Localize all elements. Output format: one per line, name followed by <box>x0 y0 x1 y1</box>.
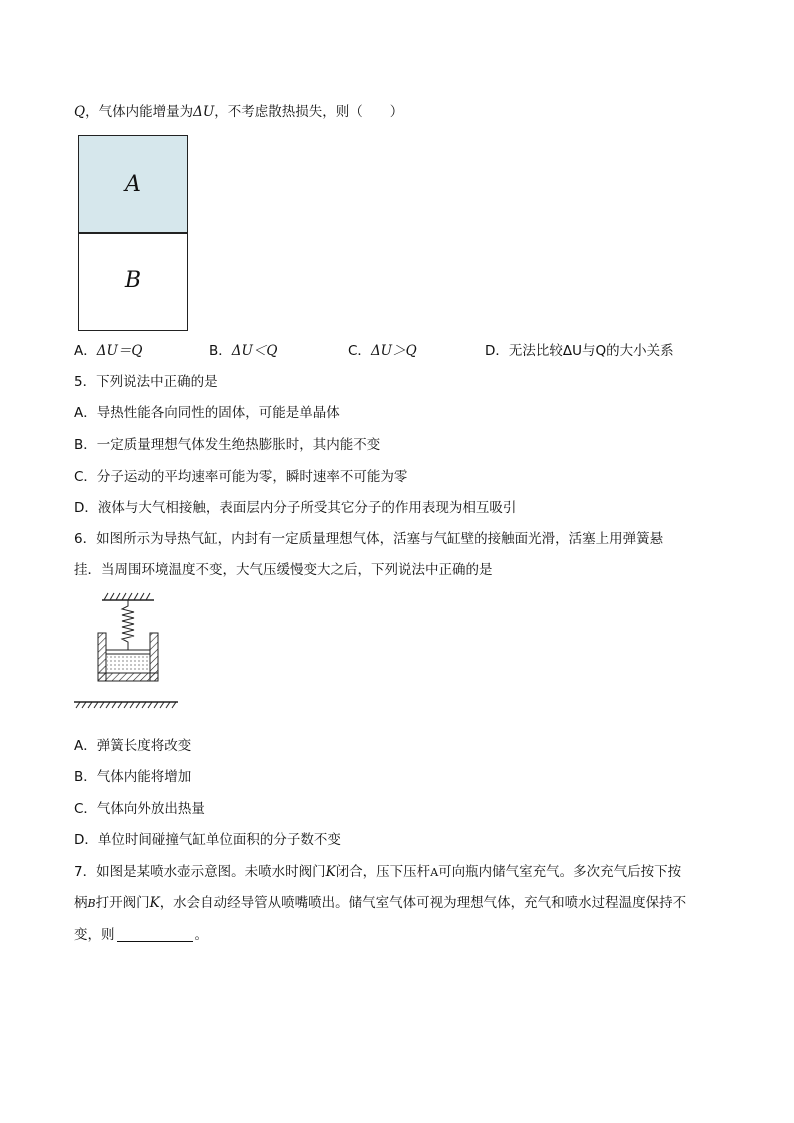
q4-stem <box>74 102 403 122</box>
q7-var-b: B <box>87 897 96 910</box>
q4-option-a[interactable]: A．ΔU＝Q <box>74 343 143 359</box>
spring <box>122 600 134 650</box>
q4-box-b-label: B <box>124 268 142 293</box>
q6-stem-line1: 6．如图所示为导热气缸，内封有一定质量理想气体，活塞与气缸壁的接触面光滑，活塞上用弹簧悬 <box>74 531 664 547</box>
q4-stem-mid: ，气体内能增量为 <box>85 104 194 120</box>
q6-option-c[interactable]: C．气体向外放出热量 <box>74 801 205 817</box>
q7-var-a: A <box>430 866 439 879</box>
q6-option-d[interactable]: D．单位时间碰撞气缸单位面积的分子数不变 <box>74 832 341 848</box>
q4-option-b[interactable]: B．ΔU＜Q <box>209 343 278 359</box>
q7-stem-line3: 变，则 。 <box>74 927 208 943</box>
q4-var-du: ΔU <box>193 104 215 120</box>
q4-option-c[interactable]: C．ΔU＞Q <box>348 343 417 359</box>
q4-box-b <box>78 233 188 331</box>
q6-stem-line2: 挂．当周围环境温度不变，大气压缓慢变大之后，下列说法中正确的是 <box>74 562 493 578</box>
q5-option-c[interactable]: C．分子运动的平均速率可能为零，瞬时速率不可能为零 <box>74 469 408 485</box>
q7-stem-line2: 柄B打开阀门K，水会自动经导管从喷嘴喷出。储气室气体可视为理想气体，充气和喷水过程温度保持不 <box>74 895 687 911</box>
q5-option-d[interactable]: D．液体与大气相接触，表面层内分子所受其它分子的作用表现为相互吸引 <box>74 500 517 516</box>
q7-stem-line1: 7．如图是某喷水壶示意图。未喷水时阀门K闭合，压下压杆A可向瓶内储气室充气。多次充气后按下按 <box>74 864 682 880</box>
q6-option-a[interactable]: A．弹簧长度将改变 <box>74 738 192 754</box>
q6-option-b[interactable]: B．气体内能将增加 <box>74 769 192 785</box>
q6-cylinder-figure <box>70 588 185 713</box>
cylinder <box>98 633 158 681</box>
q7-var-k2: K <box>149 895 160 911</box>
q5-option-a[interactable]: A．导热性能各向同性的固体，可能是单晶体 <box>74 405 340 421</box>
ceiling-support <box>102 593 154 600</box>
q5-option-b[interactable]: B．一定质量理想气体发生绝热膨胀时，其内能不变 <box>74 437 381 453</box>
q4-var-q: Q <box>74 104 86 120</box>
q4-box-a <box>78 135 188 233</box>
q7-answer-blank[interactable] <box>117 927 193 942</box>
q7-var-k: K <box>325 864 336 880</box>
q4-stem-suffix: ，不考虑散热损失，则（ ） <box>214 104 404 120</box>
q5-stem: 5．下列说法中正确的是 <box>74 374 218 390</box>
q4-option-d[interactable]: D．无法比较ΔU与Q的大小关系 <box>485 343 674 359</box>
piston <box>106 650 150 654</box>
q4-box-a-label: A <box>125 172 141 197</box>
ground <box>74 702 178 708</box>
